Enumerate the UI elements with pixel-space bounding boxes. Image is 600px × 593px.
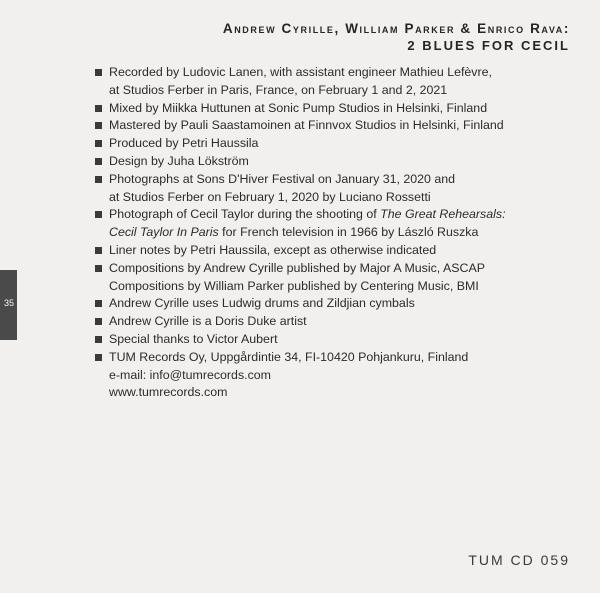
credit-line <box>109 206 565 224</box>
credit-line: Compositions by Andrew Cyrille published by Major A Music, ASCAP <box>109 260 486 275</box>
credit-item <box>95 171 565 207</box>
artists-title: Andrew Cyrille, William Parker & Enrico Rava: <box>222 21 570 36</box>
credit-text: for French television in 1966 by László Ruszka <box>218 225 479 240</box>
credit-item <box>95 295 565 313</box>
album-title: 2 BLUES FOR CECIL <box>407 38 570 53</box>
credit-line: Andrew Cyrille is a Doris Duke artist <box>109 314 307 329</box>
credit-item <box>95 331 565 349</box>
credit-line: Photographs at Sons D'Hiver Festival on January 31, 2020 and <box>109 171 456 186</box>
credit-line: Mastered by Pauli Saastamoinen at Finnvox Studios in Helsinki, Finland <box>109 118 504 133</box>
credit-item <box>95 313 565 331</box>
credits-list <box>95 64 565 402</box>
square-bullet-icon <box>95 318 102 325</box>
square-bullet-icon <box>95 176 102 183</box>
square-bullet-icon <box>95 247 102 254</box>
credit-line: Mixed by Miikka Huttunen at Sonic Pump Studios in Helsinki, Finland <box>109 100 488 115</box>
credit-line: TUM Records Oy, Uppgårdintie 34, FI-10420 Pohjankuru, Finland <box>109 349 469 364</box>
square-bullet-icon <box>95 122 102 129</box>
square-bullet-icon <box>95 354 102 361</box>
credit-item <box>95 100 565 118</box>
credit-item <box>95 206 565 242</box>
credit-item <box>95 153 565 171</box>
credit-line: at Studios Ferber on February 1, 2020 by Luciano Rossetti <box>109 189 431 204</box>
page-number: 35 <box>3 298 14 308</box>
square-bullet-icon <box>95 69 102 76</box>
credit-item <box>95 260 565 296</box>
square-bullet-icon <box>95 105 102 112</box>
catalog-number: TUM CD 059 <box>468 552 570 568</box>
credit-line: Liner notes by Petri Haussila, except as otherwise indicated <box>109 242 437 257</box>
credit-line: at Studios Ferber in Paris, France, on February 1 and 2, 2021 <box>109 82 448 97</box>
website-line: www.tumrecords.com <box>109 385 228 400</box>
credit-line: Produced by Petri Haussila <box>109 136 259 151</box>
credit-text: Photograph of Cecil Taylor during the shooting of <box>109 207 381 222</box>
square-bullet-icon <box>95 336 102 343</box>
film-title-part2: Cecil Taylor In Paris <box>109 225 219 240</box>
credit-item <box>95 349 565 402</box>
square-bullet-icon <box>95 140 102 147</box>
email-line: e-mail: info@tumrecords.com <box>109 367 271 382</box>
square-bullet-icon <box>95 211 102 218</box>
album-header <box>223 20 570 54</box>
credit-line: Andrew Cyrille uses Ludwig drums and Zildjian cymbals <box>109 296 415 311</box>
credit-item <box>95 135 565 153</box>
square-bullet-icon <box>95 300 102 307</box>
credit-line: Recorded by Ludovic Lanen, with assistant engineer Mathieu Lefèvre, <box>109 65 492 79</box>
film-title-part1: The Great Rehearsals: <box>380 207 506 222</box>
square-bullet-icon <box>95 158 102 165</box>
credit-line <box>109 224 565 242</box>
credit-item <box>95 242 565 260</box>
credit-item <box>95 117 565 135</box>
credit-line: Compositions by William Parker published by Centering Music, BMI <box>109 278 479 293</box>
square-bullet-icon <box>95 265 102 272</box>
credit-line: Special thanks to Victor Aubert <box>109 331 278 346</box>
credit-line: Design by Juha Lökström <box>109 153 249 168</box>
credit-item <box>95 64 565 100</box>
